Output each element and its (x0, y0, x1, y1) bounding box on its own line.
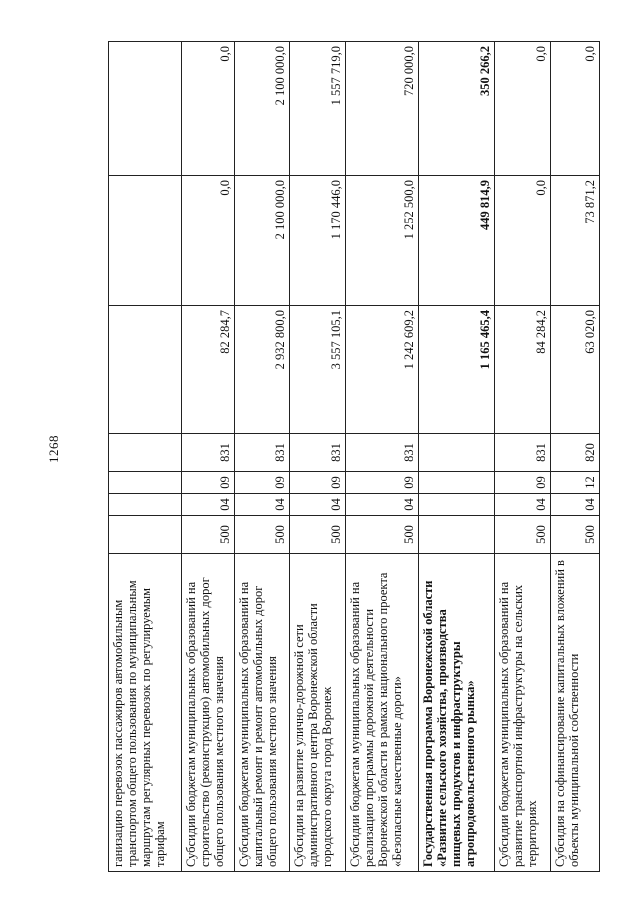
expense-type-cell: 831 (182, 434, 235, 472)
section-code-cell: 04 (235, 494, 289, 516)
subsection-code-cell: 09 (289, 472, 345, 494)
admin-code-cell (419, 516, 495, 554)
admin-code-cell: 500 (495, 516, 550, 554)
subsection-code-cell: 09 (346, 472, 419, 494)
amount-year2-cell: 2 100 000,0 (235, 176, 289, 306)
amount-year1-cell (109, 306, 182, 434)
subsection-code-cell: 09 (495, 472, 550, 494)
amount-year1-cell: 63 020,0 (550, 306, 599, 434)
amount-year3-cell: 0,0 (495, 42, 550, 176)
admin-code-cell: 500 (550, 516, 599, 554)
amount-year2-cell: 449 814,9 (419, 176, 495, 306)
table-row (419, 42, 495, 872)
amount-year2-cell: 0,0 (182, 176, 235, 306)
amount-year3-cell: 0,0 (182, 42, 235, 176)
admin-code-cell: 500 (346, 516, 419, 554)
expense-type-cell: 831 (289, 434, 345, 472)
amount-year3-cell: 1 557 719,0 (289, 42, 345, 176)
section-code-cell: 04 (182, 494, 235, 516)
subsection-code-cell (419, 472, 495, 494)
rotated-table-container (108, 42, 600, 872)
admin-code-cell: 500 (235, 516, 289, 554)
amount-year2-cell: 0,0 (495, 176, 550, 306)
expense-type-cell: 831 (495, 434, 550, 472)
amount-year3-cell: 0,0 (550, 42, 599, 176)
expense-type-cell (109, 434, 182, 472)
subsection-code-cell: 09 (182, 472, 235, 494)
amount-year2-cell: 1 170 446,0 (289, 176, 345, 306)
admin-code-cell: 500 (289, 516, 345, 554)
table-row (182, 42, 235, 872)
amount-year3-cell: 350 266,2 (419, 42, 495, 176)
table-row (109, 42, 182, 872)
amount-year1-cell: 1 165 465,4 (419, 306, 495, 434)
admin-code-cell: 500 (182, 516, 235, 554)
table-row (550, 42, 599, 872)
section-code-cell: 04 (346, 494, 419, 516)
amount-year1-cell: 84 284,2 (495, 306, 550, 434)
amount-year2-cell (109, 176, 182, 306)
description-cell: Субсидии бюджетам муниципальных образований на капитальный ремонт и ремонт автомобильных дорог общего пользования местного значения (235, 554, 289, 872)
table-row (495, 42, 550, 872)
section-code-cell: 04 (550, 494, 599, 516)
admin-code-cell (109, 516, 182, 554)
amount-year1-cell: 1 242 609,2 (346, 306, 419, 434)
section-code-cell: 04 (289, 494, 345, 516)
expense-type-cell: 820 (550, 434, 599, 472)
expense-type-cell (419, 434, 495, 472)
table-row (235, 42, 289, 872)
amount-year3-cell: 720 000,0 (346, 42, 419, 176)
description-cell: Субсидии на развитие улично-дорожной сети административного центра Воронежской области городского округа город Воронеж (289, 554, 345, 872)
description-cell: Субсидии бюджетам муниципальных образований на реализацию программы дорожной деятельности Воронежской области в рамках национального проекта «Безопасные качественные дороги» (346, 554, 419, 872)
amount-year3-cell: 2 100 000,0 (235, 42, 289, 176)
section-code-cell: 04 (495, 494, 550, 516)
description-cell: Субсидия на софинансирование капитальных вложений в объекты муниципальной собственности (550, 554, 599, 872)
expense-type-cell: 831 (235, 434, 289, 472)
expense-type-cell: 831 (346, 434, 419, 472)
description-cell: Субсидии бюджетам муниципальных образований на строительство (реконструкцию) автомобильных дорог общего пользования местного значения (182, 554, 235, 872)
page-number: 1268 (46, 435, 61, 463)
subsection-code-cell: 12 (550, 472, 599, 494)
amount-year1-cell: 2 932 800,0 (235, 306, 289, 434)
subsection-code-cell: 09 (235, 472, 289, 494)
amount-year2-cell: 73 871,2 (550, 176, 599, 306)
section-code-cell (109, 494, 182, 516)
budget-table (108, 41, 600, 872)
description-cell: Субсидии бюджетам муниципальных образований на развитие транспортной инфраструктуры на сельских территориях (495, 554, 550, 872)
subsection-code-cell (109, 472, 182, 494)
description-cell: ганизацию перевозок пассажиров автомобильным транспортом общего пользования по муниципальным маршрутам регулярных перевозок по регулируемым тарифам (109, 554, 182, 872)
amount-year1-cell: 82 284,7 (182, 306, 235, 434)
amount-year2-cell: 1 252 500,0 (346, 176, 419, 306)
description-cell: Государственная программа Воронежской области «Развитие сельского хозяйства, производства пищевых продуктов и инфраструктуры агропродовольственного рынка» (419, 554, 495, 872)
section-code-cell (419, 494, 495, 516)
table-row (289, 42, 345, 872)
budget-table-body (109, 42, 600, 872)
table-row (346, 42, 419, 872)
amount-year3-cell (109, 42, 182, 176)
amount-year1-cell: 3 557 105,1 (289, 306, 345, 434)
